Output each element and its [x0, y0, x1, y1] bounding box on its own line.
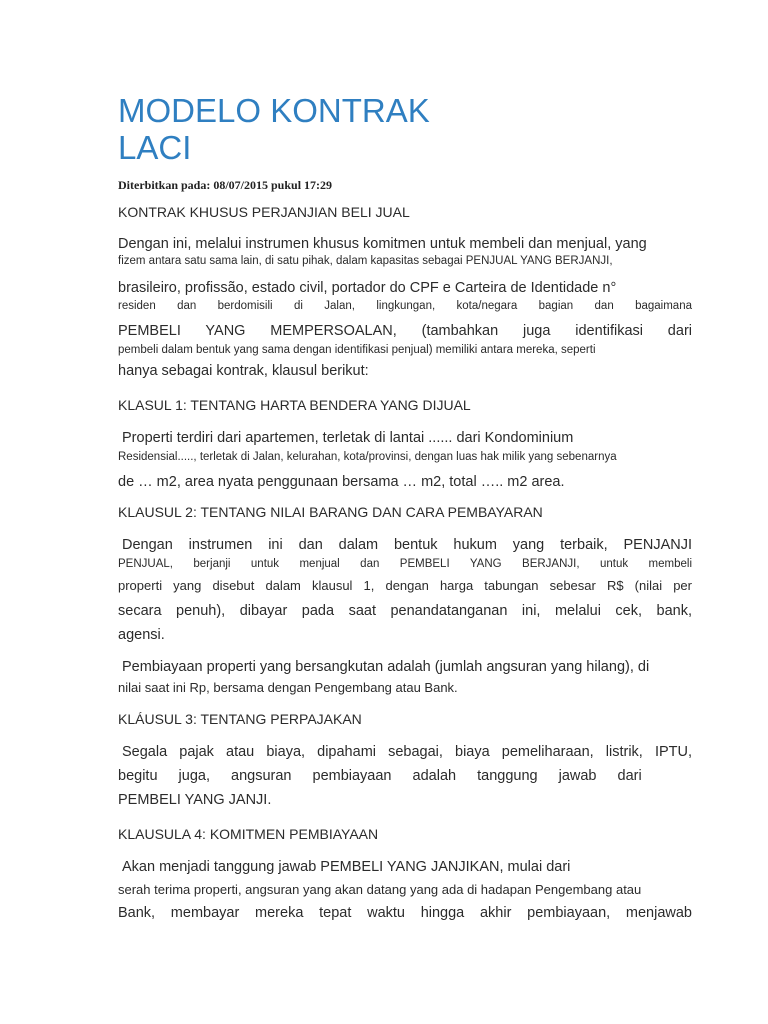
klausul-3-line: PEMBELI YANG JANJI.	[118, 792, 272, 808]
klasul-1-heading: KLASUL 1: TENTANG HARTA BENDERA YANG DIJUAL	[118, 397, 471, 413]
published-date: Diterbitkan pada: 08/07/2015 pukul 17:29	[118, 178, 333, 192]
intro-line: pembeli dalam bentuk yang sama dengan identifikasi penjual) memiliki antara mereka, seperti	[118, 344, 596, 356]
klausul-2-line	[118, 533, 692, 557]
intro-line: Dengan ini, melalui instrumen khusus komitmen untuk membeli dan menjual, yang	[118, 236, 647, 252]
klausul-2b-line: nilai saat ini Rp, bersama dengan Pengembang atau Bank.	[118, 680, 458, 695]
document-content	[118, 92, 692, 925]
intro-line: hanya sebagai kontrak, klausul berikut:	[118, 363, 369, 379]
klasul-1-paragraph	[118, 426, 692, 494]
klausul-3-line	[118, 740, 692, 764]
klasul-1-line: de … m2, area nyata penggunaan bersama … m2, total ….. m2 area.	[118, 474, 565, 490]
klausul-3-line: begitu juga, angsuran pembiayaan adalah tanggung jawab dari	[118, 768, 642, 784]
klasul-1-line: Residensial....., terletak di Jalan, kelurahan, kota/provinsi, dengan luas hak milik yang sebenarnya	[118, 451, 617, 463]
klausul-2-line-text: Dengan instrumen ini dan dalam bentuk hukum yang terbaik, PENJANJI	[122, 537, 692, 553]
klausula-4-line: Bank, membayar mereka tepat waktu hingga akhir pembiayaan, menjawab	[118, 905, 692, 921]
document-title	[118, 92, 692, 166]
klausula-4-line	[118, 855, 692, 879]
klausul-2-line: properti yang disebut dalam klausul 1, dengan harga tabungan sebesar R$ (nilai per	[118, 578, 692, 593]
klausul-2-heading: KLAUSUL 2: TENTANG NILAI BARANG DAN CARA PEMBAYARAN	[118, 504, 543, 520]
title-line-2: LACI	[118, 129, 192, 166]
klausul-2-line: PENJUAL, berjanji untuk menjual dan PEMBELI YANG BERJANJI, untuk membeli	[118, 558, 692, 570]
document-subtitle: KONTRAK KHUSUS PERJANJIAN BELI JUAL	[118, 204, 410, 220]
klausula-4-line: serah terima properti, angsuran yang akan datang yang ada di hadapan Pengembang atau	[118, 882, 642, 897]
intro-line: residen dan berdomisili di Jalan, lingkungan, kota/negara bagian dan bagaimana	[118, 300, 692, 312]
klausula-4-line-text: Akan menjadi tanggung jawab PEMBELI YANG JANJIKAN, mulai dari	[122, 859, 571, 875]
klasul-1-line	[118, 426, 692, 450]
intro-paragraph	[118, 232, 692, 383]
title-line-1: MODELO KONTRAK	[118, 92, 430, 129]
klausul-3-line-text: Segala pajak atau biaya, dipahami sebagai, biaya pemeliharaan, listrik, IPTU,	[122, 744, 692, 760]
klausul-2-line: secara penuh), dibayar pada saat penandatanganan ini, melalui cek, bank,	[118, 603, 692, 619]
klausul-3-heading: KLÁUSUL 3: TENTANG PERPAJAKAN	[118, 711, 362, 727]
klausul-3-paragraph	[118, 740, 692, 812]
klausula-4-heading: KLAUSULA 4: KOMITMEN PEMBIAYAAN	[118, 826, 379, 842]
klasul-1-line-text: Properti terdiri dari apartemen, terletak di lantai ...... dari Kondominium	[122, 430, 574, 446]
klausul-2b-line	[118, 655, 692, 679]
klausula-4-paragraph	[118, 855, 692, 925]
klausul-2b-line-text: Pembiayaan properti yang bersangkutan adalah (jumlah angsuran yang hilang), di	[122, 659, 650, 675]
intro-line: PEMBELI YANG MEMPERSOALAN, (tambahkan juga identifikasi dari	[118, 323, 692, 339]
intro-line: brasileiro, profissão, estado civil, portador do CPF e Carteira de Identidade n°	[118, 280, 617, 296]
klausul-2-line: agensi.	[118, 627, 165, 643]
klausul-2-paragraph-b	[118, 655, 692, 697]
klausul-2-paragraph-a	[118, 533, 692, 647]
intro-line: fizem antara satu sama lain, di satu pihak, dalam kapasitas sebagai PENJUAL YANG BERJANJI,	[118, 255, 613, 267]
